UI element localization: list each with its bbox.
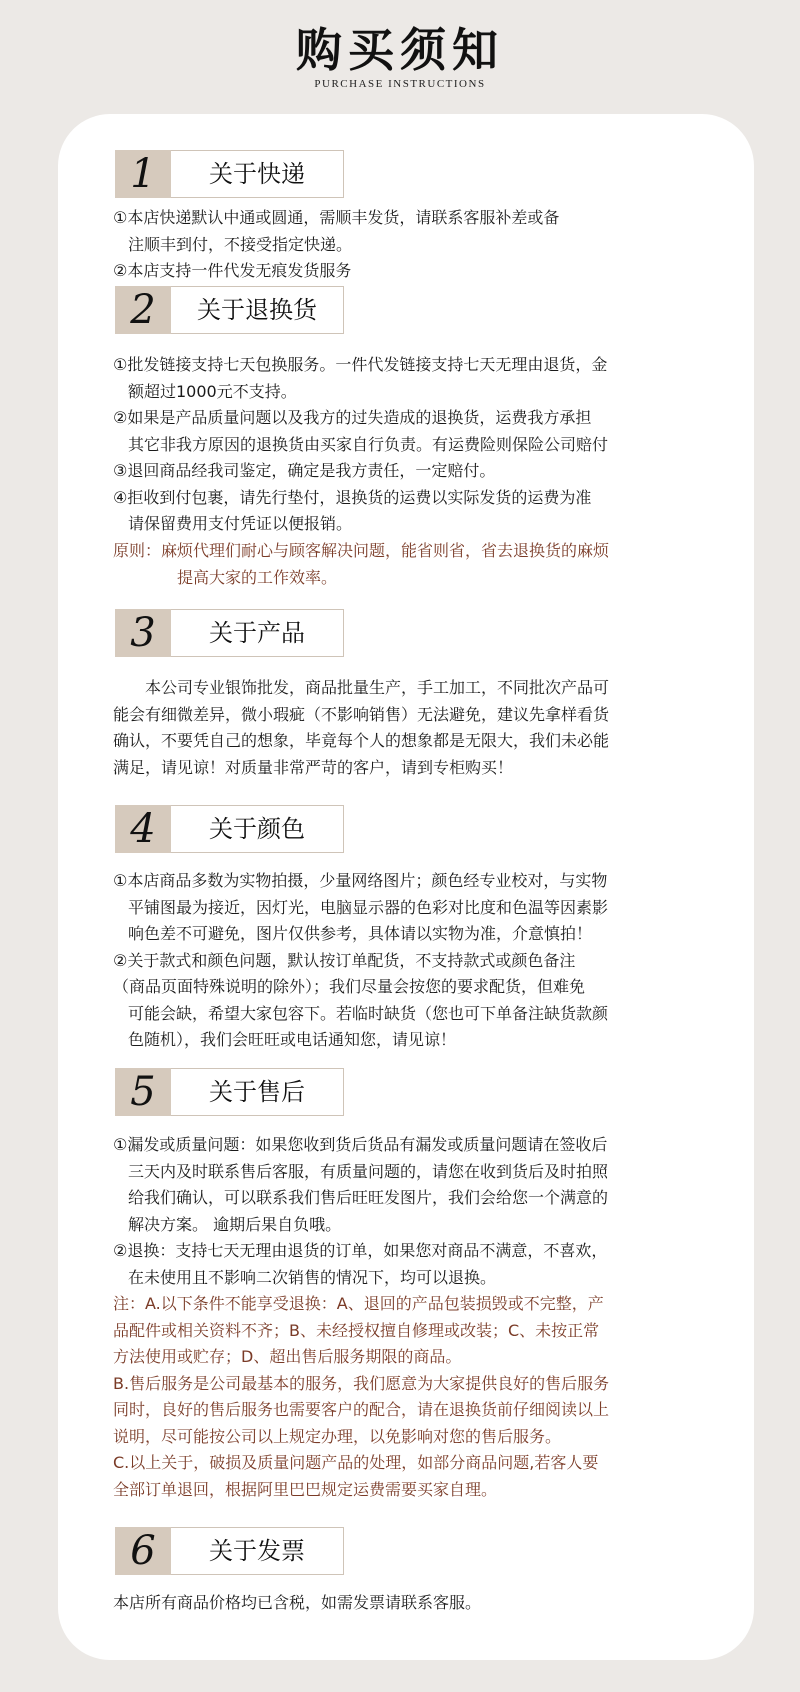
text-line: 在未使用且不影响二次销售的情况下，均可以退换。	[128, 1267, 497, 1287]
text-line: ①本店快递默认中通或圆通，需顺丰发货，请联系客服补差或备	[113, 208, 560, 227]
text-line: ②退换：支持七天无理由退货的订单，如果您对商品不满意，不喜欢，	[113, 1241, 608, 1260]
section-number: 4	[115, 805, 171, 853]
text-line: 三天内及时联系售后客服，有质量问题的，请您在收到货后及时拍照	[128, 1161, 609, 1181]
text-line: 注顺丰到付，不接受指定快递。	[128, 234, 353, 254]
text-line: ④拒收到付包裹，请先行垫付，退换货的运费以实际发货的运费为准	[113, 487, 592, 507]
note-line: C.以上关于，破损及质量问题产品的处理，如部分商品问题,若客人要	[113, 1453, 599, 1472]
section-number: 1	[115, 150, 171, 198]
section-number: 3	[115, 609, 171, 657]
section-title: 关于颜色	[171, 805, 344, 853]
section-body-invoice	[113, 1590, 713, 1617]
note-line: 说明，尽可能按公司以上规定办理，以免影响对您的售后服务。	[113, 1426, 562, 1446]
text-line: 色随机），我们会旺旺或电话通知您，请见谅！	[128, 1030, 457, 1049]
text-line: ②如果是产品质量问题以及我方的过失造成的退换货，运费我方承担	[113, 408, 592, 427]
text-line: 确认，不要凭自己的想象，毕竟每个人的想象都是无限大，我们未必能	[113, 731, 610, 750]
text-line: 给我们确认，可以联系我们售后旺旺发图片，我们会给您一个满意的	[128, 1188, 609, 1207]
text-line: 响色差不可避免，图片仅供参考，具体请以实物为准，介意慎拍！	[128, 924, 593, 943]
text-line: （商品页面特殊说明的除外）；我们尽量会按您的要求配货，但难免	[113, 977, 586, 996]
section-notes-aftersales	[113, 1291, 713, 1503]
text-line: 满足，请见谅！对质量非常严苛的客户，请到专柜购买！	[113, 757, 514, 777]
section-body-products	[113, 675, 713, 781]
note-line: 全部订单退回，根据阿里巴巴规定运费需要买家自理。	[113, 1479, 498, 1499]
text-line: ③退回商品经我司鉴定，确定是我方责任，一定赔付。	[113, 461, 496, 480]
note-line: 注：A.以下条件不能享受退换：A、退回的产品包装损毁或不完整，产	[113, 1294, 604, 1313]
text-line: ①本店商品多数为实物拍摄，少量网络图片；颜色经专业校对，与实物	[113, 871, 608, 890]
text-line: 平铺图最为接近，因灯光，电脑显示器的色彩对比度和色温等因素影	[128, 897, 609, 917]
section-title: 关于退换货	[171, 286, 344, 334]
section-number: 5	[115, 1068, 171, 1116]
section-number: 2	[115, 286, 171, 334]
note-line: 方法使用或贮存；D、超出售后服务期限的商品。	[113, 1347, 462, 1366]
text-line: 其它非我方原因的退换货由买家自行负责。有运费险则保险公司赔付	[128, 434, 609, 454]
section-header-products	[115, 609, 345, 657]
text-line: 可能会缺，希望大家包容下。若临时缺货（您也可下单备注缺货款颜	[128, 1003, 609, 1023]
section-header-invoice	[115, 1527, 345, 1575]
section-principle	[113, 538, 713, 591]
section-body-aftersales	[113, 1132, 713, 1291]
page-subtitle: PURCHASE INSTRUCTIONS	[314, 78, 486, 90]
section-title: 关于售后	[171, 1068, 344, 1116]
section-body-shipping	[113, 205, 713, 285]
text-line: ②关于款式和颜色问题，默认按订单配货，不支持款式或颜色备注	[113, 950, 576, 970]
note-line: 品配件或相关资料不齐；B、未经授权擅自修理或改装；C、未按正常	[113, 1320, 600, 1340]
text-line: 解决方案。 逾期后果自负哦。	[128, 1214, 342, 1234]
section-body-colors	[113, 868, 713, 1054]
text-line: ①批发链接支持七天包换服务。一件代发链接支持七天无理由退货，金	[113, 355, 608, 374]
text-line: 额超过1000元不支持。	[128, 381, 297, 401]
section-title: 关于发票	[171, 1527, 344, 1575]
section-number: 6	[115, 1527, 171, 1575]
text-line: 本公司专业银饰批发，商品批量生产，手工加工，不同批次产品可	[145, 678, 610, 697]
note-line: B.售后服务是公司最基本的服务，我们愿意为大家提供良好的售后服务	[113, 1373, 610, 1393]
text-line: 能会有细微差异，微小瑕疵（不影响销售）无法避免，建议先拿样看货	[113, 704, 610, 724]
section-header-colors	[115, 805, 345, 853]
section-title: 关于快递	[171, 150, 344, 198]
section-header-returns	[115, 286, 345, 334]
section-header-aftersales	[115, 1068, 345, 1116]
text-line: ②本店支持一件代发无痕发货服务	[113, 261, 352, 280]
section-header-shipping	[115, 150, 345, 198]
section-title: 关于产品	[171, 609, 344, 657]
note-line: 同时，良好的售后服务也需要客户的配合，请在退换货前仔细阅读以上	[113, 1400, 610, 1419]
principle-line: 原则：麻烦代理们耐心与顾客解决问题，能省则省，省去退换货的麻烦	[113, 541, 610, 560]
principle-line: 提高大家的工作效率。	[177, 567, 338, 587]
section-body-returns	[113, 352, 713, 538]
text-line: 本店所有商品价格均已含税，如需发票请联系客服。	[113, 1593, 482, 1612]
text-line: 请保留费用支付凭证以便报销。	[128, 514, 353, 533]
page-title: 购买须知	[296, 23, 504, 77]
text-line: ①漏发或质量问题：如果您收到货后货品有漏发或质量问题请在签收后	[113, 1135, 608, 1154]
